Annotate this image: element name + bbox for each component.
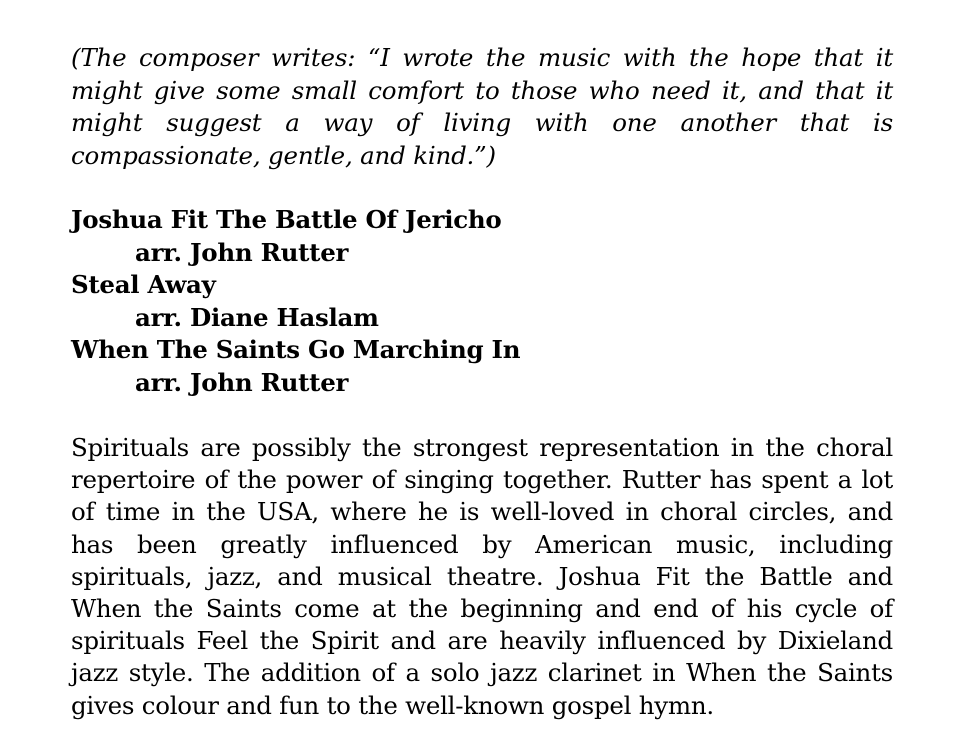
piece-arranger: arr. John Rutter — [135, 237, 349, 267]
document-page — [71, 42, 893, 746]
program-list — [71, 204, 893, 399]
composer-quote: (The composer writes: “I wrote the music with the hope that it might give some small comfort to those who need it, and that it might suggest a way of living with one another that is compassionate, gentle, and kind.”) — [71, 43, 893, 170]
piece-arranger: arr. John Rutter — [135, 367, 349, 397]
piece-title: Joshua Fit The Battle Of Jericho — [71, 205, 502, 234]
piece-arranger: arr. Diane Haslam — [135, 302, 379, 332]
piece-title: When The Saints Go Marching In — [71, 335, 521, 364]
piece-title: Steal Away — [71, 270, 216, 299]
program-notes: Spirituals are possibly the strongest representation in the choral repertoire of the power of singing together. Rutter has spent a lot of time in the USA, where he is well-loved in choral circles, and has been greatly influenced by American music, including spirituals, jazz, and musical theatre. Joshua Fit the Battle and When the Saints come at the beginning and end of his cycle of spirituals Feel the Spirit and are heavily influenced by Dixieland jazz style. The addition of a solo jazz clarinet in When the Saints gives colour and fun to the well-known gospel hymn. — [71, 433, 893, 720]
